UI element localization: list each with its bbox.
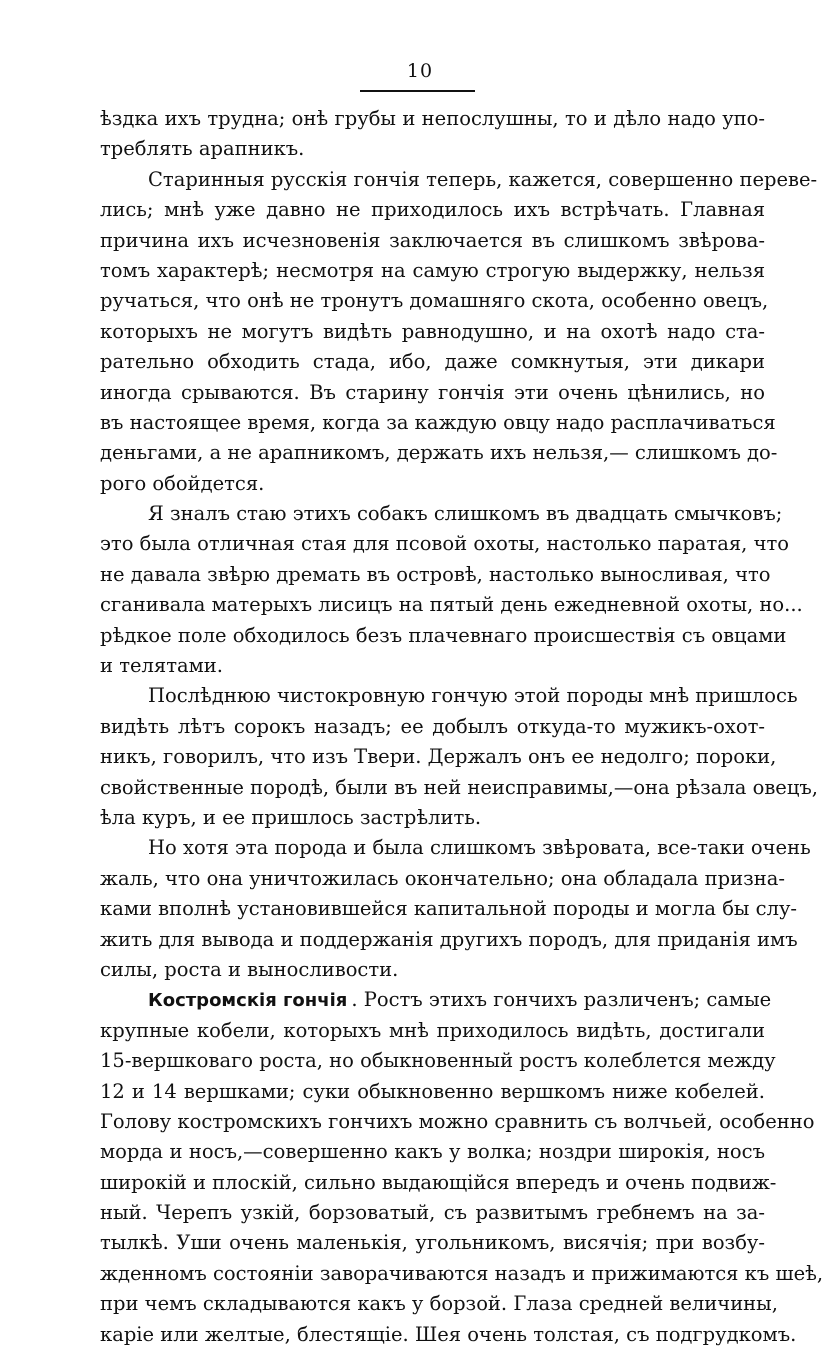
text-line: и телятами.: [100, 654, 223, 678]
text-line: иногда срываются. Въ старину гончія эти очень цѣнились, но: [100, 380, 765, 404]
text-line: свойственные породѣ, были въ ней неисправимы,—она рѣзала овецъ,: [100, 775, 818, 799]
text-line: морда и носъ,—совершенно какъ у волка; ноздри широкія, носъ: [100, 1140, 765, 1164]
text-line: рательно обходить стада, ибо, даже сомкнутыя, эти дикари: [100, 350, 765, 374]
text-line: рѣдкое поле обходилось безъ плачевнаго происшествія съ овцами: [100, 623, 787, 647]
text-line: никъ, говорилъ, что изъ Твери. Держалъ онъ ее недолго; пороки,: [100, 745, 777, 769]
header-rule: [360, 90, 475, 92]
text-line: треблять арапникъ.: [100, 137, 305, 161]
text-line: которыхъ не могутъ видѣть равнодушно, и на охотѣ надо ста-: [100, 319, 765, 343]
body-text: [100, 104, 824, 1350]
text-line: это была отличная стая для псовой охоты, настолько паратая, что: [100, 532, 789, 556]
text-line: 15-вершковаго роста, но обыкновенный ростъ колеблется между: [100, 1049, 776, 1073]
text-line: каріе или желтые, блестящіе. Шея очень толстая, съ подгрудкомъ.: [100, 1322, 797, 1346]
text-line: рого обойдется.: [100, 471, 265, 495]
text-line: лись; мнѣ уже давно не приходилось ихъ встрѣчать. Главная: [100, 198, 765, 222]
text-line: силы, роста и выносливости.: [100, 957, 399, 981]
page-number: 10: [406, 60, 434, 82]
text-line: Послѣднюю чистокровную гончую этой породы мнѣ пришлось: [148, 684, 798, 708]
text-line: причина ихъ исчезновенія заключается въ слишкомъ звѣровa-: [100, 228, 765, 252]
paragraph-kostroma-hounds: [100, 985, 824, 1350]
text-line: жаль, что она уничтожилась окончательно; она обладала призна-: [100, 866, 785, 890]
text-line: жденномъ состояніи заворачиваются назадъ и прижимаются къ шеѣ,: [100, 1261, 824, 1285]
text-line: жить для вывода и поддержанія другихъ породъ, для приданія имъ: [100, 927, 798, 951]
text-line: сганивала матерыхъ лисицъ на пятый день ежедневной охоты, но...: [100, 593, 803, 617]
section-lead-text: . Ростъ этихъ гончихъ различенъ; самые: [351, 988, 772, 1012]
text-line: Старинныя русскія гончія теперь, кажется, совершенно перевe-: [148, 167, 818, 191]
text-line: въ настоящее время, когда за каждую овцу надо расплачиваться: [100, 410, 776, 434]
text-line: Но хотя эта порода и была слишкомъ звѣровата, все-таки очень: [148, 836, 811, 860]
text-line: видѣть лѣтъ сорокъ назадъ; ее добылъ откуда-то мужикъ-охот-: [100, 714, 765, 738]
text-line: не давала звѣрю дремать въ островѣ, настолько выносливая, что: [100, 562, 771, 586]
text-line: при чемъ складываются какъ у борзой. Глаза средней величины,: [100, 1292, 778, 1316]
section-lead-line: [100, 985, 772, 1015]
text-line: ручаться, что онѣ не тронутъ домашняго скота, особенно овецъ,: [100, 289, 769, 313]
text-line: крупные кобели, которыхъ мнѣ приходилось видѣть, достигали: [100, 1018, 765, 1042]
text-line: ѣздка ихъ трудна; онѣ грубы и непослушны, то и дѣло надо упо-: [100, 107, 765, 130]
text-line: томъ характерѣ; несмотря на самую строгую выдержку, нельзя: [100, 258, 765, 282]
paragraph-5: [100, 833, 811, 985]
text-line: 12 и 14 вершками; суки обыкновенно вершкомъ ниже кобелей.: [100, 1079, 765, 1103]
paragraph-1: [100, 104, 765, 165]
text-line: Я зналъ стаю этихъ собакъ слишкомъ въ двадцать смычковъ;: [148, 502, 783, 526]
text-line: ѣла куръ, и ее пришлось застрѣлить.: [100, 805, 482, 829]
section-heading: Костромскія гончія: [148, 990, 348, 1012]
text-line: Голову костромскихъ гончихъ можно сравнить съ волчьей, особенно: [100, 1109, 815, 1133]
text-line: ками вполнѣ установившейся капитальной породы и могла бы слу-: [100, 897, 798, 921]
text-line: широкій и плоскій, сильно выдающійся впередъ и очень подвиж-: [100, 1170, 777, 1194]
paragraph-4: [100, 681, 818, 833]
paragraph-3: [100, 499, 803, 681]
paragraph-2: [100, 165, 818, 499]
text-line: деньгами, а не арапникомъ, держать ихъ нельзя,— слишкомъ до-: [100, 441, 778, 465]
text-line: ный. Черепъ узкій, борзоватый, съ развитымъ гребнемъ на за-: [100, 1201, 765, 1225]
text-line: тылкѣ. Уши очень маленькія, угольникомъ, висячія; при возбу-: [100, 1231, 765, 1255]
